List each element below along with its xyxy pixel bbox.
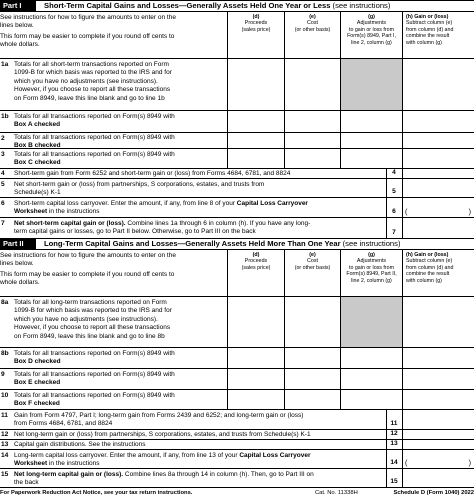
line-8b-col-g[interactable] <box>340 348 402 368</box>
part2-col-g-header: (g) Adjustments to gain or loss from Form(s) 8949, Part II, line 2, column (g) <box>340 250 402 296</box>
line-1a-col-d[interactable] <box>227 59 284 110</box>
line-10-col-e[interactable] <box>284 390 340 409</box>
line-4-col-h[interactable] <box>402 169 474 178</box>
col-e-header: (e) Cost (or other basis) <box>284 12 340 58</box>
line-4-number: 4 <box>392 168 396 176</box>
line-2-col-g[interactable] <box>340 133 402 148</box>
part2-intro: See instructions for how to figure the amounts to enter on the lines below. This form may be easier to complete if you round off cents to whole dollars. <box>0 252 176 287</box>
line-12-row: 12 Net long-term gain or (loss) from partnerships, S corporations, estates, and trusts from Schedule(s) K-1 12 <box>0 429 474 439</box>
line-1b-col-d[interactable] <box>227 111 284 132</box>
line-10-col-h[interactable] <box>402 390 474 409</box>
col-g-header: (g) Adjustments to gain or loss from Form(s) 8949, Part I, line 2, column (g) <box>340 12 402 58</box>
line-12-number: 12 <box>390 429 398 437</box>
line-8a-col-e[interactable] <box>284 297 340 347</box>
line-2-col-e[interactable] <box>284 133 340 148</box>
line-14-col-h[interactable]: ( ) <box>402 450 474 468</box>
line-10-col-d[interactable] <box>227 390 284 409</box>
line-14-number: 14 <box>390 458 398 466</box>
part2-col-d-header: (d) Proceeds (sales price) <box>227 250 284 296</box>
line-13-number: 13 <box>390 439 398 447</box>
line-5-row: 5 Net short-term gain or (loss) from partnerships, S corporations, estates, and trusts from Schedule(s) K-1 5 <box>0 178 474 197</box>
col-d-header: (d) Proceeds (sales price) <box>227 12 284 58</box>
line-12-col-h[interactable] <box>402 430 474 439</box>
line-13-col-h[interactable] <box>402 440 474 449</box>
line-3-row: 3 Totals for all transactions reported on Form(s) 8949 with Box C checked <box>0 148 474 168</box>
line-8a-col-g-shaded <box>340 297 402 347</box>
line-7-col-h[interactable] <box>402 218 474 238</box>
line-3-col-g[interactable] <box>340 149 402 168</box>
line-1b-row: 1b Totals for all transactions reported on Form(s) 8949 with Box A checked <box>0 110 474 132</box>
line-10-col-g[interactable] <box>340 390 402 409</box>
line-14-row: 14 Long-term capital loss carryover. Enter the amount, if any, from line 13 of your Capital Loss Carryover Worksheet in the instructions 14 ( ) <box>0 449 474 468</box>
part1-title: Short-Term Capital Gains and Losses—Generally Assets Held One Year or Less (see instructions) <box>44 1 391 10</box>
line-8a-col-d[interactable] <box>227 297 284 347</box>
line-9-col-e[interactable] <box>284 369 340 389</box>
line-2-col-d[interactable] <box>227 133 284 148</box>
form-id: Schedule D (Form 1040) 2022 <box>393 490 474 496</box>
line-11-row: 11 Gain from Form 4797, Part I; long-term gain from Forms 2439 and 6252; and long-term gain or (loss) from Forms 4684, 6781, and 8824 11 <box>0 409 474 429</box>
paperwork-notice: For Paperwork Reduction Act Notice, see your tax return instructions. <box>0 490 193 496</box>
line-9-row: 9 Totals for all transactions reported on Form(s) 8949 with Box E checked <box>0 368 474 389</box>
line-1a-col-g-shaded <box>340 59 402 110</box>
line-4-row: 4 Short-term gain from Form 6252 and short-term gain or (loss) from Forms 4684, 6781, and 8824 4 <box>0 168 474 178</box>
line-13-row: 13 Capital gain distributions. See the instructions 13 <box>0 439 474 449</box>
line-3-col-d[interactable] <box>227 149 284 168</box>
line-9-col-d[interactable] <box>227 369 284 389</box>
line-1b-col-e[interactable] <box>284 111 340 132</box>
line-10-row: 10 Totals for all transactions reported on Form(s) 8949 with Box F checked <box>0 389 474 409</box>
line-8a-row: 8a Totals for all long-term transactions reported on Form 1099-B for which basis was reported to the IRS and for which you have no adjustments (see instructions). However, if you choose to report all these transactions on Form 8949, leave this line blank and go to line 8b <box>0 296 474 347</box>
part2-header <box>0 238 474 250</box>
line-5-col-h[interactable] <box>402 179 474 197</box>
part1-header <box>0 0 474 12</box>
line-15-number: 15 <box>390 477 398 485</box>
line-7-number: 7 <box>392 228 396 236</box>
part2-col-h-header: (h) Gain or (loss) Subtract column (e) from column (d) and combine the result with column (g) <box>402 250 474 296</box>
line-6-col-h[interactable]: ( ) <box>402 198 474 217</box>
line-15-row: 15 Net long-term capital gain or (loss). Combine lines 8a through 14 in column (h). Then, go to Part III on the back 15 <box>0 468 474 487</box>
line-8a-col-h[interactable] <box>402 297 474 347</box>
line-1b-col-h[interactable] <box>402 111 474 132</box>
line-5-number: 5 <box>392 187 396 195</box>
line-8b-col-d[interactable] <box>227 348 284 368</box>
line-6-number: 6 <box>392 207 396 215</box>
line-9-col-g[interactable] <box>340 369 402 389</box>
line-15-col-h[interactable] <box>402 469 474 487</box>
part1-label: Part I <box>0 1 36 11</box>
line-8b-col-h[interactable] <box>402 348 474 368</box>
col-h-header: (h) Gain or (loss) Subtract column (e) from column (d) and combine the result with column (g) <box>402 12 474 58</box>
line-6-row: 6 Short-term capital loss carryover. Enter the amount, if any, from line 8 of your Capital Loss Carryover Worksheet in the instructions 6 ( ) <box>0 197 474 217</box>
part2-col-e-header: (e) Cost (or other basis) <box>284 250 340 296</box>
line-2-row: 2 Totals for all transactions reported on Form(s) 8949 with Box B checked <box>0 132 474 148</box>
part1-intro: See instructions for how to figure the amounts to enter on the lines below. This form may be easier to complete if you round off cents to whole dollars. <box>0 14 176 49</box>
line-11-number: 11 <box>390 419 398 427</box>
line-1b-col-g[interactable] <box>340 111 402 132</box>
line-2-col-h[interactable] <box>402 133 474 148</box>
part2-title: Long-Term Capital Gains and Losses—Generally Assets Held More Than One Year (see instructions) <box>44 239 401 248</box>
line-7-row: 7 Net short-term capital gain or (loss). Combine lines 1a through 6 in column (h). If you have any long- term capital gains or losses, go to Part II below. Otherwise, go to Part III on the back 7 <box>0 217 474 238</box>
cat-number: Cat. No. 11338H <box>315 490 358 496</box>
line-8b-row: 8b Totals for all transactions reported on Form(s) 8949 with Box D checked <box>0 347 474 368</box>
line-1a-row: 1a Totals for all short-term transactions reported on Form 1099-B for which basis was reported to the IRS and for which you have no adjustments (see instructions). However, if you choose to report all these transactions on Form 8949, leave this line blank and go to line 1b <box>0 58 474 110</box>
form-footer <box>0 487 474 499</box>
line-3-col-e[interactable] <box>284 149 340 168</box>
line-3-col-h[interactable] <box>402 149 474 168</box>
line-1a-col-e[interactable] <box>284 59 340 110</box>
line-11-col-h[interactable] <box>402 410 474 429</box>
line-8b-col-e[interactable] <box>284 348 340 368</box>
line-9-col-h[interactable] <box>402 369 474 389</box>
part2-label: Part II <box>0 239 36 249</box>
line-1a-col-h[interactable] <box>402 59 474 110</box>
